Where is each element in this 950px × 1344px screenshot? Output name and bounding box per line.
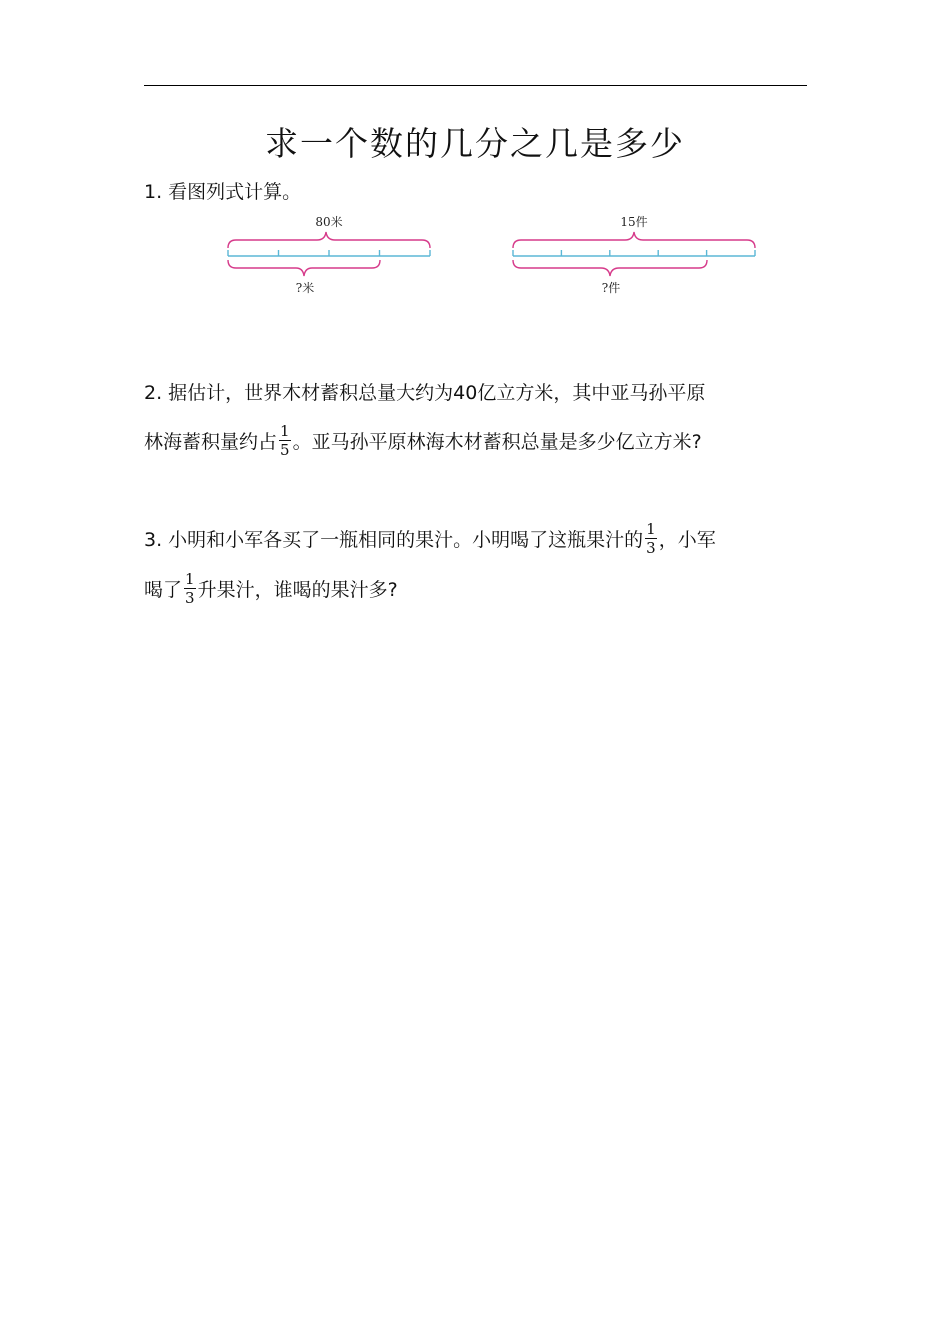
top-brace <box>228 232 430 248</box>
question-2-text-1: 2. 据估计，世界木材蓄积总量大约为40亿立方米，其中亚马孙平原 <box>144 381 706 404</box>
question-2-line-2 <box>144 420 702 460</box>
fraction-numerator: 1 <box>185 569 195 588</box>
fraction-numerator: 1 <box>280 421 290 440</box>
fraction-one-third <box>645 521 657 556</box>
question-3-line-1 <box>144 518 716 558</box>
page-title: 求一个数的几分之几是多少 <box>265 124 685 163</box>
fraction-one-third-liter <box>184 571 196 606</box>
fraction-denominator: 3 <box>646 538 656 557</box>
question-2-text-2b: 。亚马孙平原林海木材蓄积总量是多少亿立方米? <box>292 430 702 453</box>
fraction-denominator: 5 <box>280 440 290 459</box>
question-1-text: 1. 看图列式计算。 <box>144 181 302 203</box>
header-rule <box>144 85 807 86</box>
segment-diagram-left <box>222 210 437 304</box>
question-3-text-2b: 升果汁，谁喝的果汁多? <box>197 578 398 601</box>
fraction-numerator: 1 <box>646 519 656 538</box>
question-3-text-1b: ，小军 <box>658 528 716 551</box>
top-brace <box>513 232 755 248</box>
question-3-line-2 <box>144 568 398 608</box>
top-count-label: 15件 <box>620 215 648 229</box>
bottom-brace <box>513 260 707 276</box>
fraction-denominator: 3 <box>185 588 195 607</box>
bottom-length-label: ?米 <box>295 281 315 295</box>
question-3-text-1a: 3. 小明和小军各买了一瓶相同的果汁。小明喝了这瓶果汁的 <box>144 528 644 551</box>
bottom-count-label: ?件 <box>601 281 621 295</box>
segment-diagram-right <box>507 210 762 304</box>
question-2-text-2a: 林海蓄积量约占 <box>144 430 278 453</box>
bottom-brace <box>228 260 380 276</box>
fraction-one-fifth <box>279 423 291 458</box>
top-length-label: 80米 <box>315 215 343 229</box>
question-3-text-2a: 喝了 <box>144 578 183 601</box>
question-2-line-1 <box>144 378 705 404</box>
